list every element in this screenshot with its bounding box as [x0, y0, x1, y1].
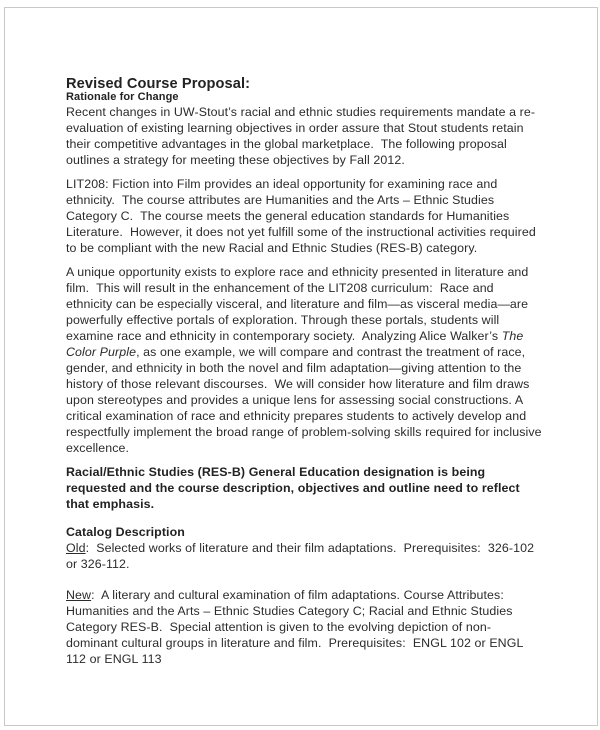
- paragraph-res-designation: Racial/Ethnic Studies (RES-B) General Education designation is being requested and the course description, objectives and outline need to reflect that emphasis.: [66, 465, 524, 511]
- document-title: Revised Course Proposal:: [66, 76, 251, 92]
- document-page: [4, 7, 598, 726]
- paragraph-lit208: LIT208: Fiction into Film provides an ideal opportunity for examining race and ethnicity. The course attributes are Humanities and the Arts – Ethnic Studies Category C. The course meets the general education standards for Humanities Literature. However, it does not yet fulfill some of the instructional activities required to be compliant with the new Racial and Ethnic Studies (RES-B) category.: [66, 177, 540, 255]
- old-description-text: : Selected works of literature and their film adaptations. Prerequisites: 326-102 or 326-112.: [66, 541, 538, 571]
- paragraph-opportunity: [66, 264, 546, 456]
- new-label-underlined: New: [66, 588, 92, 602]
- opportunity-text-before: A unique opportunity exists to explore race and ethnicity presented in literature and film. This will result in the enhancement of the LIT208 curriculum: Race and ethnicity can be especially visceral, and literature and film—as visceral media—are powerfully effective portals of exploration. Through these portals, students will examine race and ethnicity in contemporary society. Analyzing Alice Walker’s: [66, 265, 532, 343]
- paragraph-catalog-new: [66, 587, 542, 667]
- paragraph-catalog-old: [66, 540, 542, 572]
- page-content: [66, 76, 546, 675]
- catalog-description-heading: Catalog Description: [66, 525, 185, 539]
- paragraph-rationale: Recent changes in UW-Stout’s racial and ethnic studies requirements mandate a re-evaluation of existing learning objectives in order assure that Stout students retain their competitive advantages in the global marketplace. The following proposal outlines a strategy for meeting these objectives by Fall 2012.: [66, 105, 536, 167]
- opportunity-text-after: , as one example, we will compare and contrast the treatment of race, gender, and ethnicity in both the novel and film adaptation—giving attention to the history of those relevant discourses. We will consider how literature and film draws upon stereotypes and provides a unique lens for assessing social constructions. A critical examination of race and ethnicity prepares students to actively develop and respectfully implement the broad range of problem-solving skills required for inclusive excellence.: [66, 345, 546, 455]
- rationale-heading: Rationale for Change: [66, 91, 179, 103]
- new-description-text: : A literary and cultural examination of film adaptations. Course Attributes: Humanities and the Arts – Ethnic Studies Category C; Racial and Ethnic Studies Category RES-B. Special attention is given to the evolving depiction of non-dominant cultural groups in literature and film. Prerequisites: ENGL 102 or ENGL 112 or ENGL 113: [66, 588, 527, 666]
- book-title-italic: The Color Purple: [66, 329, 527, 359]
- old-label-underlined: Old: [66, 541, 86, 555]
